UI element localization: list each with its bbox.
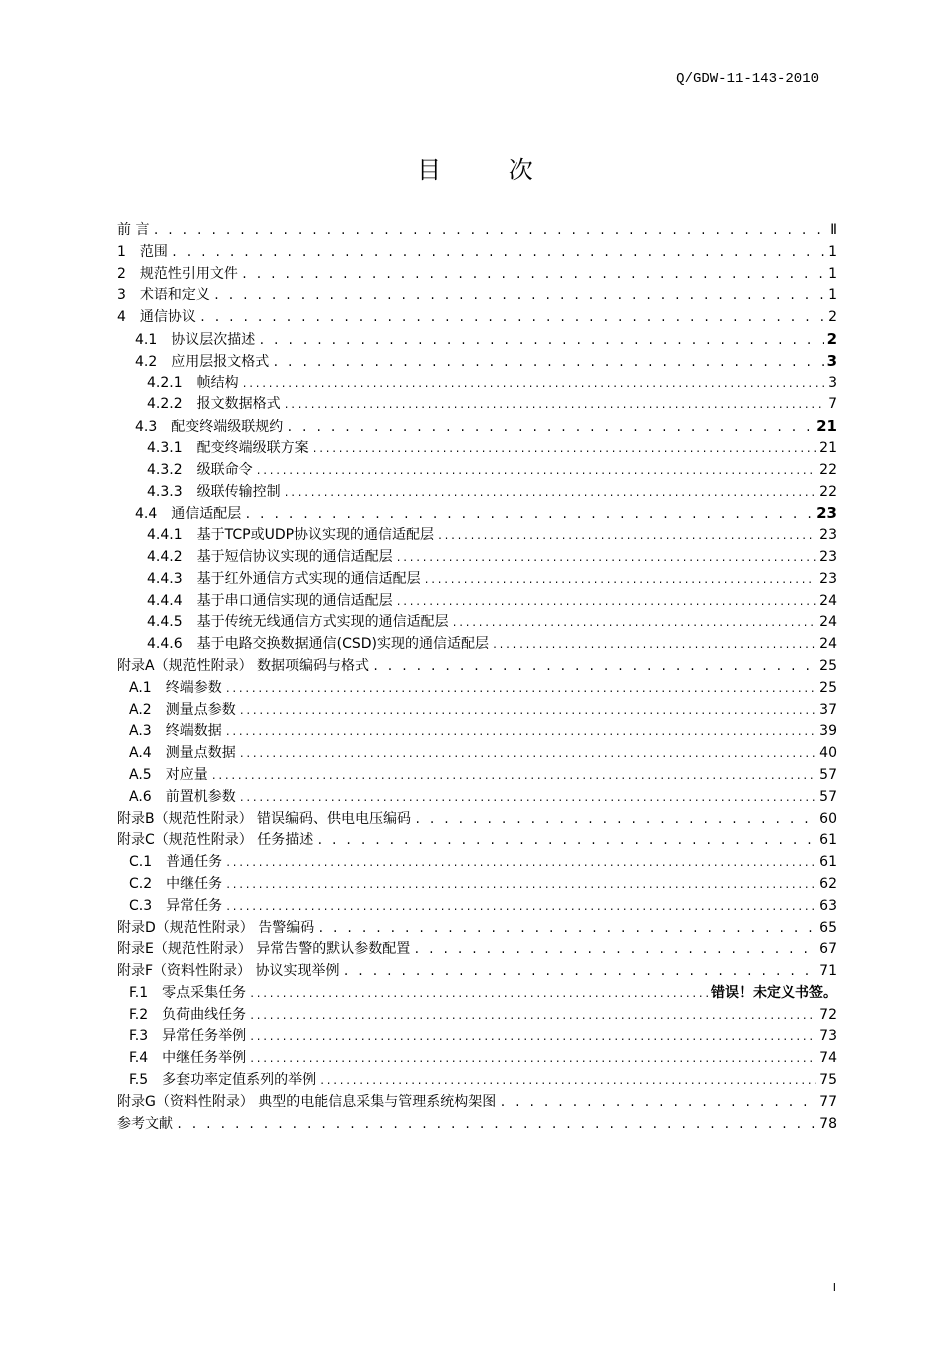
toc-entry-page: 78	[819, 1115, 837, 1132]
toc-entry-number: A.1	[129, 679, 152, 696]
toc-entry-number: F.4	[129, 1050, 149, 1067]
toc-dot-leader	[499, 1092, 816, 1115]
toc-entry[interactable]	[117, 1070, 837, 1092]
toc-dot-leader	[424, 569, 817, 593]
document-code: Q/GDW-11-143-2010	[676, 71, 819, 87]
toc-dot-leader	[249, 1026, 816, 1050]
toc-entry-number: 4.4.1	[147, 527, 183, 544]
toc-entry-number: 4.2.2	[147, 396, 183, 413]
toc-entry-page: 75	[819, 1072, 837, 1089]
toc-entry[interactable]	[117, 787, 837, 809]
toc-entry-number: 4.4.6	[147, 636, 183, 653]
toc-entry-number: 4.2.1	[147, 374, 183, 391]
toc-entry-label: 范围	[139, 243, 168, 260]
toc-dot-leader	[258, 330, 823, 353]
toc-entry[interactable]	[117, 809, 837, 831]
toc-dot-leader	[284, 482, 817, 506]
toc-entry[interactable]	[117, 329, 837, 351]
toc-entry-number: 3	[117, 287, 126, 304]
toc-entry-page: 24	[819, 636, 837, 653]
toc-entry-page: 22	[819, 461, 837, 478]
toc-dot-leader	[452, 612, 817, 636]
toc-dot-leader	[492, 634, 816, 658]
toc-entry-page: 3	[826, 351, 837, 370]
toc-entry-label: 终端参数	[165, 679, 222, 696]
toc-dot-leader	[396, 547, 817, 571]
toc-entry[interactable]	[117, 285, 837, 307]
toc-dot-leader	[316, 830, 816, 853]
toc-entry[interactable]	[117, 874, 837, 896]
toc-entry[interactable]	[117, 525, 837, 547]
toc-entry-page: 23	[819, 548, 837, 565]
toc-entry-label: 级联传输控制	[196, 483, 281, 500]
toc-entry[interactable]	[117, 394, 837, 416]
toc-entry-label: 配变终端级联方案	[196, 439, 309, 456]
toc-entry-page: 39	[819, 723, 837, 740]
toc-entry-number: 4.3.3	[147, 483, 183, 500]
toc-entry-page: 63	[819, 897, 837, 914]
toc-dot-leader	[241, 264, 824, 287]
toc-entry[interactable]	[117, 373, 837, 395]
toc-entry-number: F.2	[129, 1006, 149, 1023]
toc-entry-page: 23	[819, 527, 837, 544]
toc-dot-leader	[256, 460, 817, 484]
toc-entry-number: 4.4.4	[147, 592, 183, 609]
toc-entry-label: 附录A（规范性附录） 数据项编码与格式	[117, 657, 370, 674]
toc-entry-label: 协议层次描述	[171, 331, 256, 348]
table-of-contents	[117, 220, 837, 1135]
toc-entry[interactable]	[117, 1005, 837, 1027]
toc-dot-leader	[286, 417, 813, 440]
toc-entry-page: 24	[819, 614, 837, 631]
page-number: I	[832, 1281, 836, 1294]
toc-entry-label: 普通任务	[166, 854, 223, 871]
toc-entry-number: A.2	[129, 701, 152, 718]
toc-entry-label: 对应量	[165, 766, 208, 783]
toc-entry-label: 终端数据	[165, 723, 222, 740]
toc-entry-label: 多套功率定值系列的举例	[162, 1072, 317, 1089]
toc-entry-number: 4.4.5	[147, 614, 183, 631]
toc-entry-label: 异常任务	[166, 897, 223, 914]
toc-entry-page: 25	[819, 657, 837, 674]
toc-entry[interactable]	[117, 351, 837, 373]
toc-entry-page: 37	[819, 701, 837, 718]
toc-entry[interactable]	[117, 918, 837, 940]
toc-entry-label: 通信适配层	[171, 506, 242, 523]
toc-dot-leader	[225, 678, 816, 702]
toc-dot-leader	[171, 242, 824, 265]
toc-dot-leader	[239, 743, 816, 767]
toc-entry-page: 60	[819, 810, 837, 827]
toc-entry-label: 附录B（规范性附录） 错误编码、供电电压编码	[117, 810, 412, 827]
toc-dot-leader	[317, 918, 816, 941]
toc-entry[interactable]	[117, 1092, 837, 1114]
toc-dot-leader	[343, 961, 817, 984]
toc-dot-leader	[225, 852, 816, 876]
toc-entry-page: 23	[816, 504, 837, 523]
toc-entry-number: 1	[117, 243, 126, 260]
toc-entry[interactable]	[117, 1048, 837, 1070]
toc-dot-leader	[242, 373, 824, 397]
toc-dot-leader	[211, 765, 816, 789]
toc-dot-leader	[372, 656, 816, 679]
toc-dot-leader	[396, 591, 817, 615]
toc-entry-page: 2	[828, 309, 837, 326]
toc-entry-number: 4.4	[135, 506, 158, 523]
toc-entry-page: 7	[828, 396, 837, 413]
toc-entry-label: 前 言	[117, 222, 150, 238]
toc-dot-leader	[239, 700, 816, 724]
toc-entry-page: 40	[819, 745, 837, 762]
toc-entry-number: 4	[117, 309, 126, 326]
toc-entry[interactable]	[117, 678, 837, 700]
toc-entry-page: 25	[819, 679, 837, 696]
toc-entry-label: 中继任务举例	[162, 1050, 247, 1067]
toc-entry-page: 72	[819, 1006, 837, 1023]
toc-entry-number: 4.3.1	[147, 439, 183, 456]
toc-entry-number: F.1	[129, 984, 149, 1001]
toc-entry[interactable]	[117, 721, 837, 743]
toc-entry-label: 附录G（资料性附录） 典型的电能信息采集与管理系统构架图	[117, 1093, 497, 1110]
toc-entry-number: A.5	[129, 766, 152, 783]
toc-dot-leader	[225, 874, 816, 898]
toc-entry-label: 基于串口通信实现的通信适配层	[196, 592, 393, 609]
toc-entry-page: Ⅱ	[830, 222, 837, 238]
toc-dot-leader	[152, 220, 824, 243]
toc-entry-number: C.2	[129, 875, 153, 892]
toc-entry[interactable]	[117, 743, 837, 765]
toc-entry-label: 帧结构	[196, 374, 239, 391]
toc-entry[interactable]	[117, 612, 837, 634]
toc-entry[interactable]	[117, 307, 837, 329]
toc-entry-number: 4.2	[135, 353, 158, 370]
toc-entry-number: 4.4.2	[147, 548, 183, 565]
toc-entry[interactable]	[117, 939, 837, 961]
toc-entry-page: 65	[819, 919, 837, 936]
toc-dot-leader	[319, 1070, 816, 1094]
toc-dot-leader	[213, 285, 824, 308]
toc-entry-page: 62	[819, 875, 837, 892]
toc-entry-label: 附录E（规范性附录） 异常告警的默认参数配置	[117, 941, 411, 958]
toc-entry-number: 4.3	[135, 419, 158, 436]
toc-entry-page: 21	[816, 417, 837, 436]
toc-entry[interactable]	[117, 482, 837, 504]
toc-entry[interactable]	[117, 264, 837, 286]
toc-entry[interactable]	[117, 896, 837, 918]
toc-entry-label: 基于传统无线通信方式实现的通信适配层	[196, 614, 449, 631]
toc-dot-leader	[312, 438, 817, 462]
toc-entry-number: F.3	[129, 1028, 149, 1045]
toc-entry-label: 配变终端级联规约	[171, 419, 284, 436]
toc-entry[interactable]	[117, 634, 837, 656]
toc-entry-label: 基于短信协议实现的通信适配层	[196, 548, 393, 565]
toc-entry-label: 测量点数据	[165, 745, 236, 762]
toc-entry[interactable]	[117, 591, 837, 613]
toc-dot-leader	[437, 525, 816, 549]
toc-entry[interactable]	[117, 547, 837, 569]
toc-dot-leader	[239, 787, 816, 811]
toc-dot-leader	[249, 1048, 816, 1072]
toc-dot-leader	[414, 809, 816, 832]
toc-entry-page: 73	[819, 1028, 837, 1045]
toc-entry[interactable]	[117, 961, 837, 983]
toc-entry-page: 77	[819, 1093, 837, 1110]
toc-entry-number: A.4	[129, 745, 152, 762]
toc-entry-label: 附录D（规范性附录） 告警编码	[117, 919, 315, 936]
toc-entry-label: 规范性引用文件	[139, 265, 238, 282]
toc-entry[interactable]	[117, 983, 837, 1005]
toc-entry[interactable]	[117, 220, 837, 242]
toc-entry-number: C.1	[129, 854, 153, 871]
toc-entry-label: 异常任务举例	[162, 1028, 247, 1045]
toc-dot-leader	[199, 307, 824, 330]
toc-entry-page: 1	[828, 265, 837, 282]
toc-entry-label: 零点采集任务	[162, 984, 247, 1001]
toc-entry-number: 4.1	[135, 331, 158, 348]
toc-entry-page: 21	[819, 439, 837, 456]
toc-dot-leader	[244, 504, 813, 527]
toc-entry-number: 4.4.3	[147, 570, 183, 587]
toc-dot-leader	[272, 352, 823, 375]
toc-entry-page: 错误！未定义书签。	[711, 984, 837, 1001]
toc-entry-number: 4.3.2	[147, 461, 183, 478]
toc-entry[interactable]	[117, 503, 837, 525]
toc-entry-page: 67	[819, 941, 837, 958]
toc-entry-label: 基于TCP或UDP协议实现的通信适配层	[196, 527, 435, 544]
toc-entry-page: 74	[819, 1050, 837, 1067]
toc-dot-leader	[225, 721, 816, 745]
toc-entry-page: 1	[828, 243, 837, 260]
toc-entry-page: 3	[828, 374, 837, 391]
toc-entry-page: 22	[819, 483, 837, 500]
toc-dot-leader	[225, 896, 816, 920]
toc-dot-leader	[249, 1005, 816, 1029]
toc-entry-page: 71	[819, 963, 837, 980]
toc-entry[interactable]	[117, 242, 837, 264]
toc-entry[interactable]	[117, 416, 837, 438]
toc-entry[interactable]	[117, 700, 837, 722]
toc-dot-leader	[176, 1114, 816, 1137]
toc-entry-label: 基于电路交换数据通信(CSD)实现的通信适配层	[196, 636, 489, 653]
toc-entry-page: 24	[819, 592, 837, 609]
toc-dot-leader	[284, 394, 824, 418]
toc-entry-label: 测量点参数	[165, 701, 236, 718]
toc-entry[interactable]	[117, 852, 837, 874]
toc-dot-leader	[413, 939, 816, 962]
toc-entry-label: 报文数据格式	[196, 396, 281, 413]
toc-entry-page: 2	[826, 329, 837, 348]
toc-entry-page: 23	[819, 570, 837, 587]
toc-entry[interactable]	[117, 438, 837, 460]
toc-entry-number: C.3	[129, 897, 153, 914]
toc-entry-label: 附录F（资料性附录） 协议实现举例	[117, 963, 340, 980]
toc-entry[interactable]	[117, 656, 837, 678]
toc-entry[interactable]	[117, 830, 837, 852]
toc-entry-page: 57	[819, 788, 837, 805]
toc-entry[interactable]	[117, 569, 837, 591]
toc-entry-label: 附录C（规范性附录） 任务描述	[117, 832, 314, 849]
toc-entry-label: 参考文献	[117, 1115, 173, 1132]
toc-entry-label: 术语和定义	[139, 287, 210, 304]
toc-entry-label: 负荷曲线任务	[162, 1006, 247, 1023]
toc-entry-label: 通信协议	[139, 309, 196, 326]
toc-entry-label: 前置机参数	[165, 788, 236, 805]
toc-entry-label: 中继任务	[166, 875, 223, 892]
toc-entry-number: A.3	[129, 723, 152, 740]
toc-entry[interactable]	[117, 1026, 837, 1048]
toc-entry-label: 级联命令	[196, 461, 253, 478]
toc-entry-label: 应用层报文格式	[171, 353, 270, 370]
toc-entry[interactable]	[117, 460, 837, 482]
page-title: 目 次	[417, 156, 563, 184]
toc-entry-page: 61	[819, 832, 837, 849]
toc-dot-leader	[249, 983, 708, 1007]
toc-entry-number: 2	[117, 265, 126, 282]
toc-entry-page: 1	[828, 287, 837, 304]
toc-entry-label: 基于红外通信方式实现的通信适配层	[196, 570, 421, 587]
toc-entry-number: A.6	[129, 788, 152, 805]
toc-entry[interactable]	[117, 1114, 837, 1136]
toc-entry-page: 61	[819, 854, 837, 871]
toc-entry-page: 57	[819, 766, 837, 783]
toc-entry[interactable]	[117, 765, 837, 787]
toc-entry-number: F.5	[129, 1072, 149, 1089]
